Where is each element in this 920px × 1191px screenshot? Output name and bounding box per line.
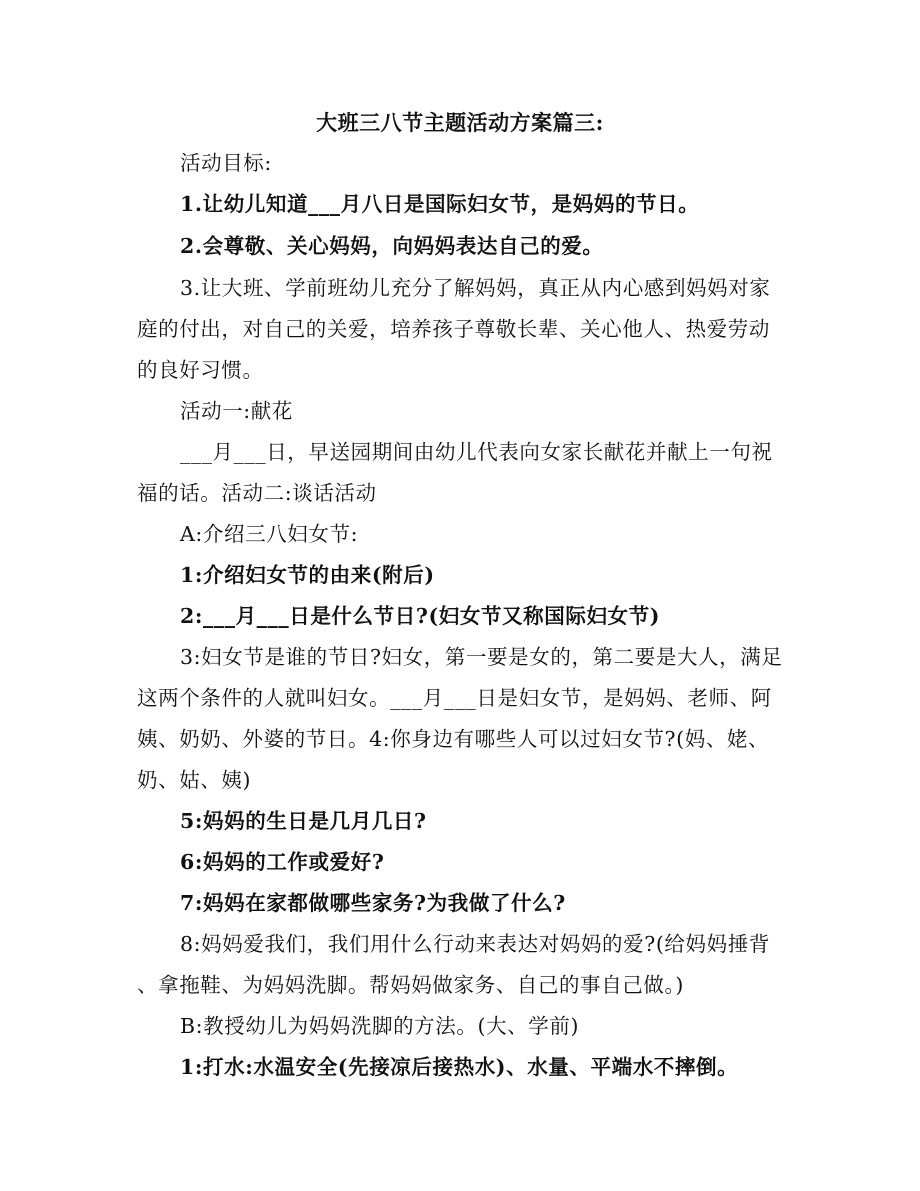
- text-line: 活动目标:: [180, 151, 272, 175]
- text-line: A:介绍三八妇女节:: [180, 522, 359, 546]
- page-title: 大班三八节主题活动方案篇三:: [316, 110, 604, 135]
- text-line: 1.让幼儿知道___月八日是国际妇女节，是妈妈的节日。: [180, 192, 700, 216]
- text-line: 奶、姑、姨): [137, 768, 252, 792]
- text-line: 庭的付出，对自己的关爱，培养孩子尊敬长辈、关心他人、热爱劳动: [137, 317, 770, 341]
- text-line: 8:妈妈爱我们，我们用什么行动来表达对妈妈的爱?(给妈妈捶背: [180, 932, 770, 956]
- text-line: B:教授幼儿为妈妈洗脚的方法。(大、学前): [180, 1014, 580, 1038]
- text-line: 5:妈妈的生日是几月几日?: [180, 809, 427, 833]
- text-line: 姨、奶奶、外婆的节日。4:你身边有哪些人可以过妇女节?(妈、姥、: [137, 727, 770, 751]
- text-line: 2.会尊敬、关心妈妈，向妈妈表达自己的爱。: [180, 234, 604, 258]
- text-line: ___月___日，早送园期间由幼儿代表向女家长献花并献上一句祝: [180, 440, 773, 464]
- text-line: 、拿拖鞋、为妈妈洗脚。帮妈妈做家务、自己的事自己做。): [137, 973, 684, 997]
- text-line: 2:___月___日是什么节日?(妇女节又称国际妇女节): [180, 604, 661, 628]
- text-line: 7:妈妈在家都做哪些家务?为我做了什么?: [180, 891, 566, 915]
- text-line: 福的话。活动二:谈话活动: [137, 481, 377, 505]
- text-line: 1:介绍妇女节的由来(附后): [180, 563, 435, 587]
- text-line: 1:打水:水温安全(先接凉后接热水)、水量、平端水不摔倒。: [180, 1055, 739, 1079]
- text-line: 的良好习惯。: [137, 358, 264, 382]
- text-line: 6:妈妈的工作或爱好?: [180, 850, 385, 874]
- text-line: 这两个条件的人就叫妇女。___月___日是妇女节，是妈妈、老师、阿: [137, 686, 772, 710]
- text-line: 3:妇女节是谁的节日?妇女，第一要是女的，第二要是大人，满足: [180, 645, 783, 669]
- text-line: 活动一:献花: [180, 399, 294, 423]
- text-line: 3.让大班、学前班幼儿充分了解妈妈，真正从内心感到妈妈对家: [180, 276, 771, 300]
